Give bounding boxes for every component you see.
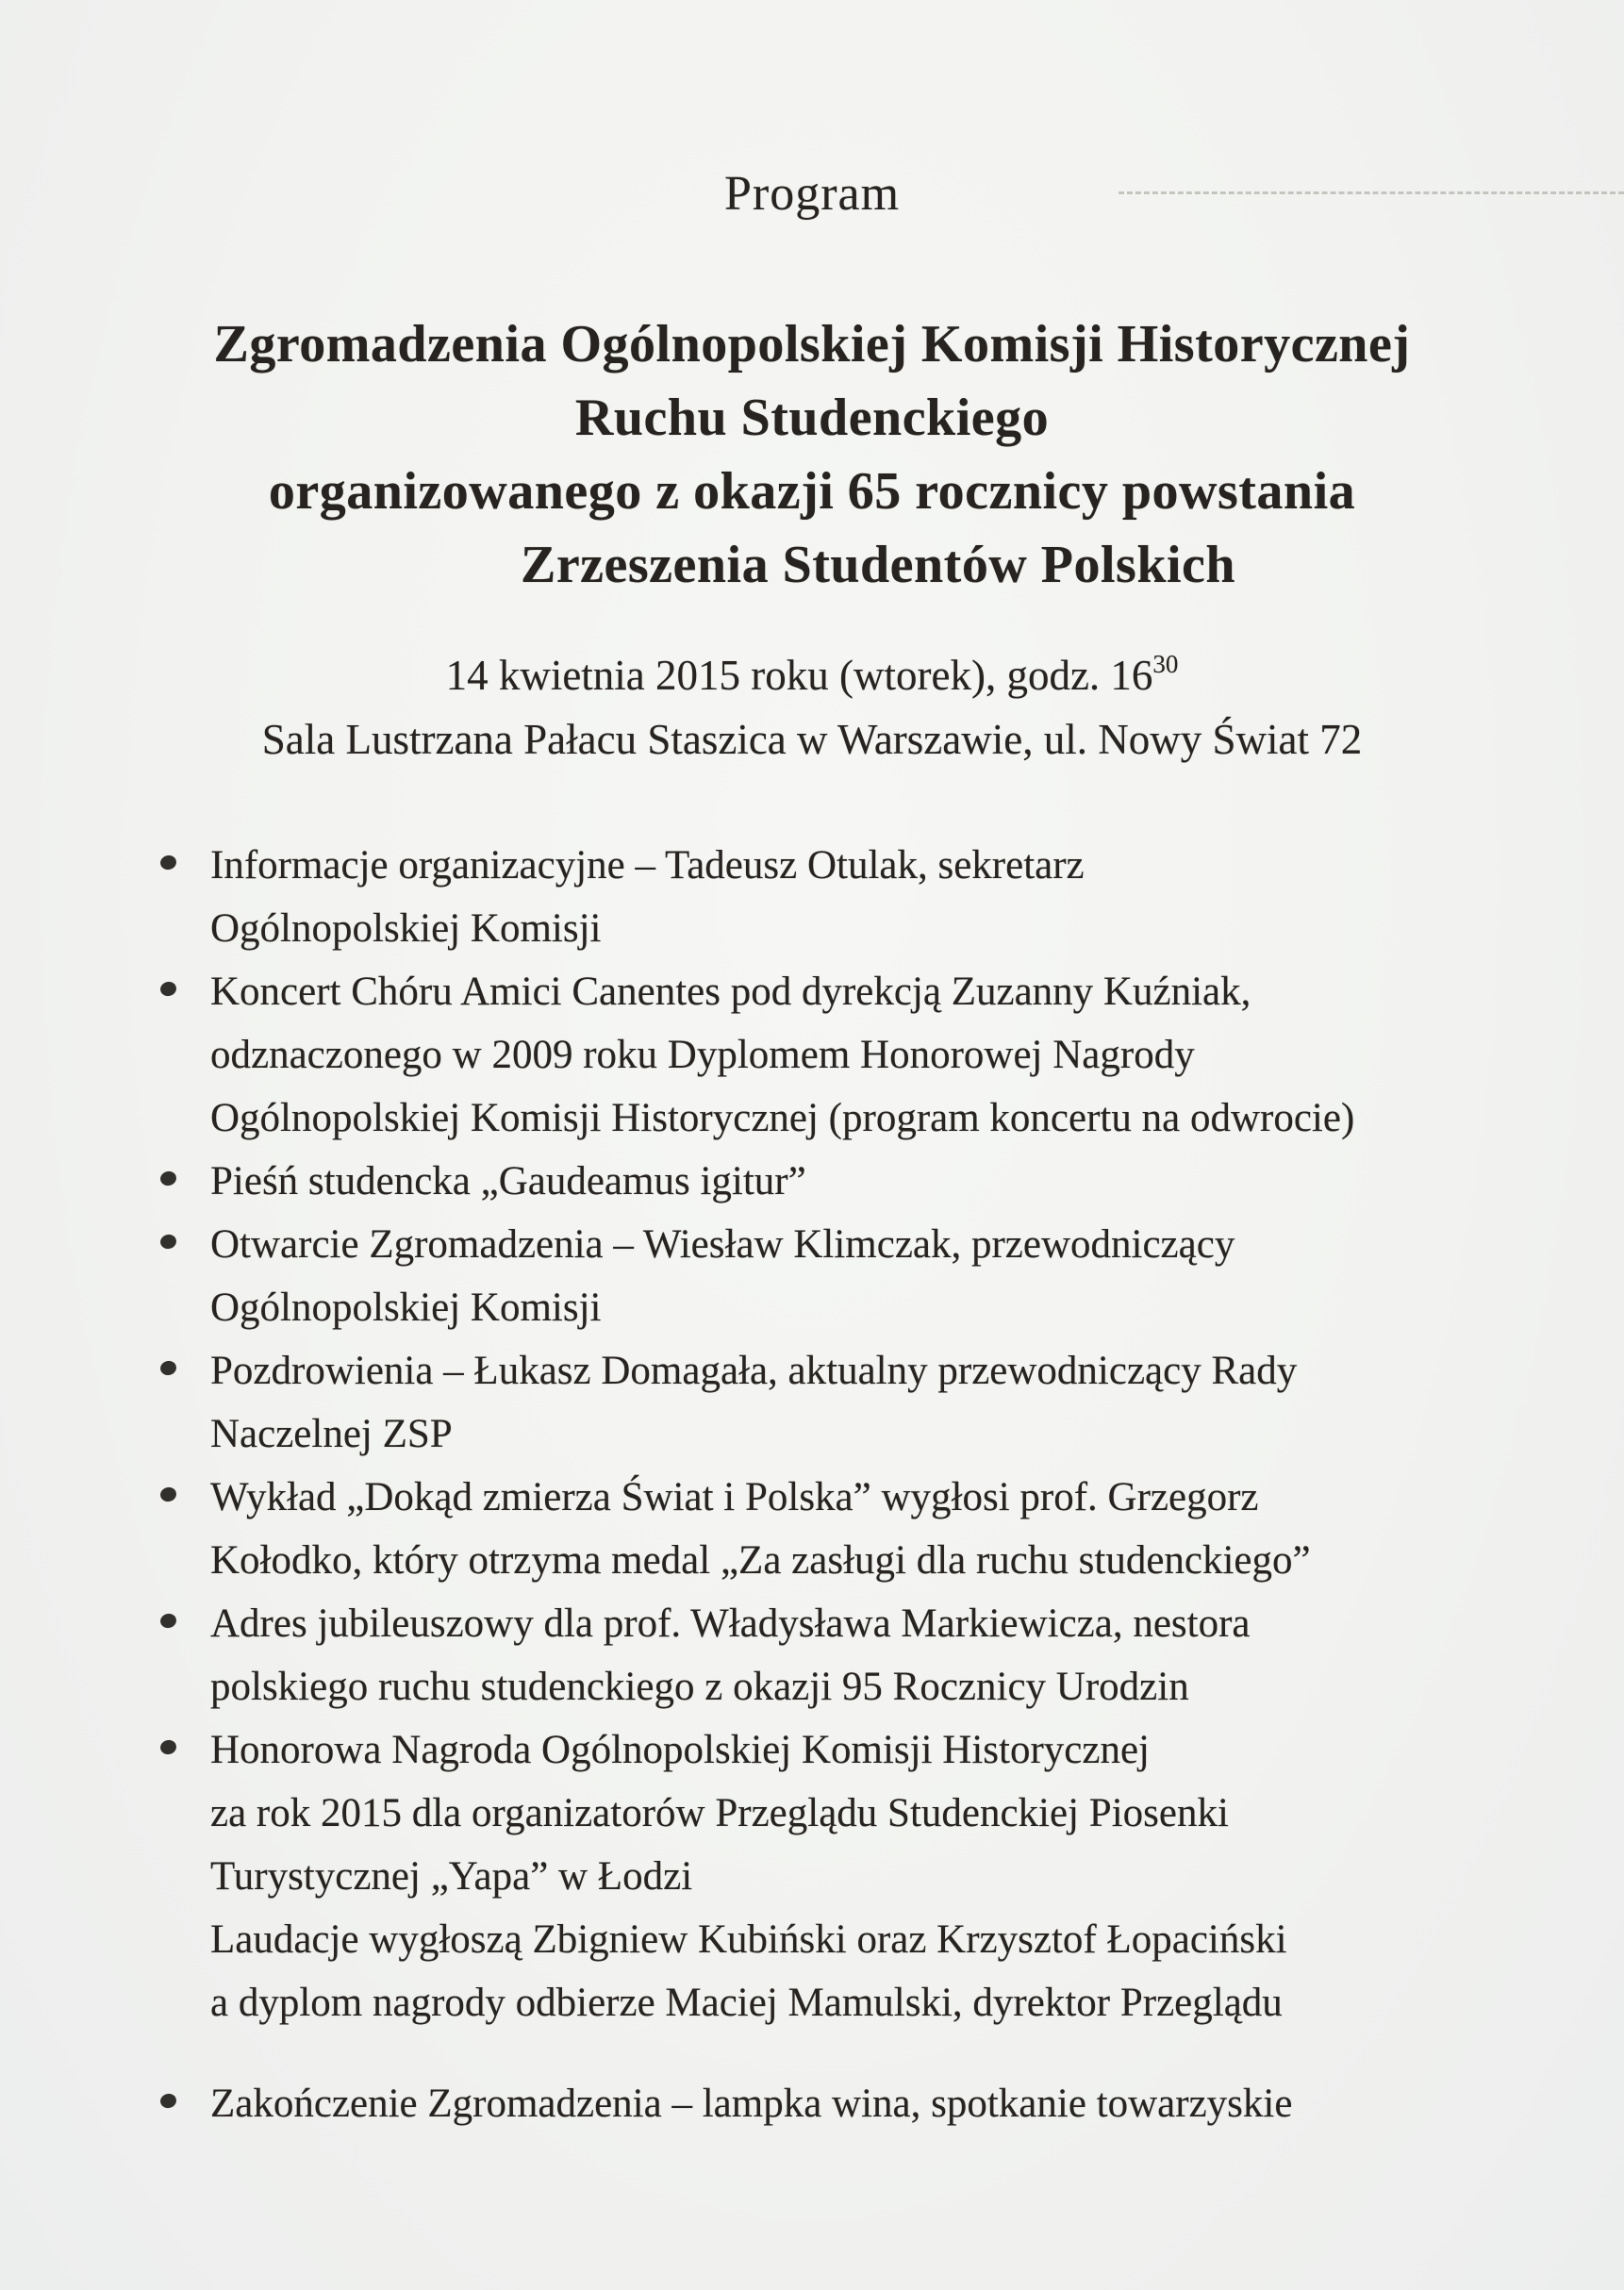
- event-location: Sala Lustrzana Pałacu Staszica w Warszawie, ul. Nowy Świat 72: [261, 716, 1363, 763]
- agenda-item-text: [210, 1150, 1575, 1213]
- scan-artifact-dashed-line: [1119, 191, 1624, 194]
- page-title: Program: [723, 167, 901, 221]
- agenda-line: Ogólnopolskiej Komisji: [210, 906, 602, 951]
- bullet-icon: [160, 1213, 210, 1249]
- agenda-line: Kołodko, który otrzyma medal „Za zasługi dla ruchu studenckiego”: [210, 1538, 1311, 1583]
- agenda-item: [160, 1213, 1575, 1339]
- agenda-item: [160, 960, 1575, 1150]
- agenda-line: Ogólnopolskiej Komisji: [210, 1286, 602, 1330]
- agenda-item: [160, 1150, 1575, 1213]
- event-title-line: organizowanego z okazji 65 rocznicy powstania: [268, 462, 1356, 521]
- agenda-list: [160, 834, 1575, 2135]
- agenda-line: Laudacje wygłoszą Zbigniew Kubiński oraz Krzysztof Łopaciński: [210, 1917, 1287, 1962]
- agenda-line: Pieśń studencka „Gaudeamus igitur”: [210, 1159, 806, 1203]
- agenda-item-text: [210, 960, 1575, 1150]
- agenda-item: [160, 834, 1575, 960]
- event-title-line: Ruchu Studenckiego: [574, 389, 1050, 447]
- agenda-item-text: [210, 1466, 1575, 1592]
- agenda-line: Naczelnej ZSP: [210, 1412, 453, 1456]
- bullet-icon: [160, 1718, 210, 1754]
- event-meta: [0, 643, 1624, 772]
- agenda-item-text: [210, 834, 1575, 960]
- event-datetime-minutes: 30: [1152, 650, 1179, 678]
- bullet-icon: [160, 834, 210, 870]
- agenda-item-text: [210, 1213, 1575, 1339]
- agenda-item-text: [210, 1718, 1575, 2034]
- agenda-line: Otwarcie Zgromadzenia – Wiesław Klimczak, przewodniczący: [210, 1222, 1235, 1267]
- bullet-icon: [160, 960, 210, 996]
- agenda-item: [160, 1339, 1575, 1466]
- agenda-item: [160, 1592, 1575, 1718]
- event-datetime: [0, 643, 1624, 707]
- agenda-line: odznaczonego w 2009 roku Dyplomem Honorowej Nagrody: [210, 1033, 1195, 1077]
- agenda-line: Adres jubileuszowy dla prof. Władysława Markiewicza, nestora: [210, 1601, 1251, 1646]
- agenda-item-text: [210, 1592, 1575, 1718]
- agenda-line: Honorowa Nagroda Ogólnopolskiej Komisji Historycznej: [210, 1728, 1150, 1772]
- agenda-line: Informacje organizacyjne – Tadeusz Otulak, sekretarz: [210, 843, 1085, 888]
- agenda-line: Pozdrowienia – Łukasz Domagała, aktualny przewodniczący Rady: [210, 1349, 1298, 1393]
- agenda-item: [160, 1718, 1575, 2034]
- bullet-icon: [160, 1466, 210, 1502]
- bullet-icon: [160, 2072, 210, 2108]
- agenda-line: Wykład „Dokąd zmierza Świat i Polska” wygłosi prof. Grzegorz: [210, 1475, 1259, 1519]
- event-datetime-text: 14 kwietnia 2015 roku (wtorek), godz. 16: [445, 652, 1153, 699]
- bullet-icon: [160, 1150, 210, 1186]
- agenda-item: [160, 2072, 1575, 2135]
- agenda-line: a dyplom nagrody odbierze Maciej Mamulski, dyrektor Przeglądu: [210, 1981, 1283, 2025]
- bullet-icon: [160, 1339, 210, 1375]
- agenda-item-text: [210, 2072, 1575, 2135]
- bullet-icon: [160, 1592, 210, 1628]
- event-title: [0, 307, 1624, 602]
- agenda-item: [160, 1466, 1575, 1592]
- agenda-line: Koncert Chóru Amici Canentes pod dyrekcją Zuzanny Kuźniak,: [210, 970, 1251, 1014]
- agenda-line: Turystycznej „Yapa” w Łodzi: [210, 1854, 693, 1899]
- agenda-line: polskiego ruchu studenckiego z okazji 95 Rocznicy Urodzin: [210, 1665, 1189, 1709]
- agenda-line: za rok 2015 dla organizatorów Przeglądu Studenckiej Piosenki: [210, 1791, 1229, 1835]
- agenda-item-text: [210, 1339, 1575, 1466]
- agenda-line: Ogólnopolskiej Komisji Historycznej (program koncertu na odwrocie): [210, 1096, 1355, 1140]
- event-title-line: Zgromadzenia Ogólnopolskiej Komisji Historycznej: [213, 315, 1411, 373]
- agenda-line: Zakończenie Zgromadzenia – lampka wina, spotkanie towarzyskie: [210, 2082, 1293, 2126]
- event-title-line: Zrzeszenia Studentów Polskich: [520, 536, 1236, 594]
